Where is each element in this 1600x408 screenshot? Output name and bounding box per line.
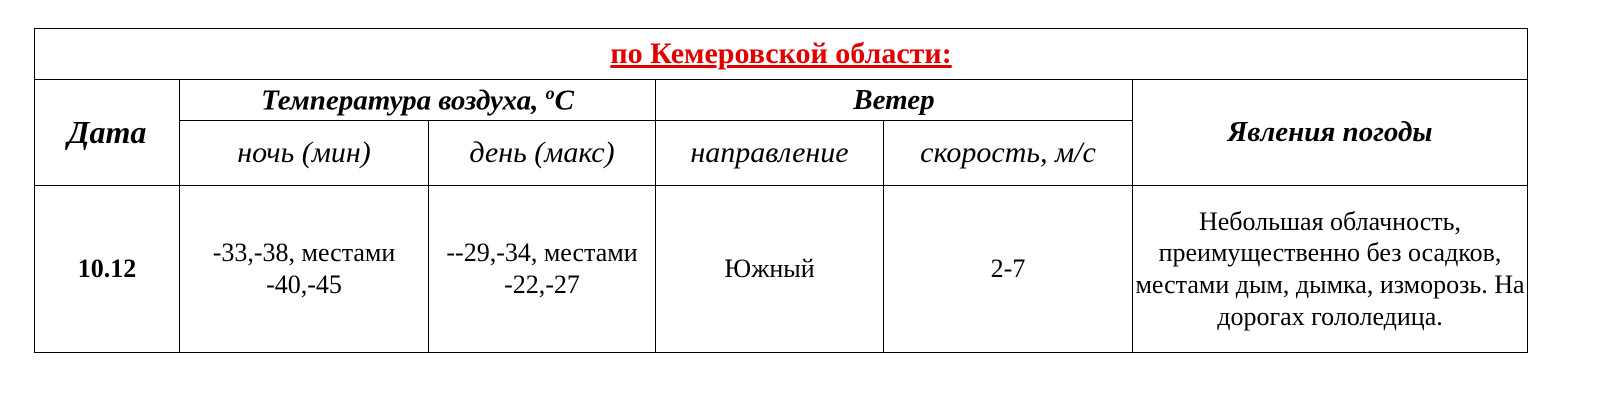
header-temperature-unit: C — [554, 84, 574, 117]
header-phenomena: Явления погоды — [1133, 80, 1528, 186]
header-speed: скорость, м/с — [884, 121, 1133, 186]
cell-phenomena: Небольшая облачность, преимущественно без осадков, местами дым, дымка, изморозь. На дорогах гололедица. — [1133, 186, 1528, 353]
title-cell — [35, 29, 1528, 80]
header-row-1 — [35, 80, 1528, 121]
header-wind: Ветер — [656, 80, 1133, 121]
table-title: по Кемеровской области: — [610, 37, 952, 70]
cell-day: --29,-34, местами -22,-27 — [429, 186, 656, 353]
degree-mark: o — [545, 82, 555, 103]
header-temperature-label: Температура воздуха, — [261, 84, 546, 117]
title-row — [35, 29, 1528, 80]
cell-night: -33,-38, местами -40,-45 — [180, 186, 429, 353]
cell-date: 10.12 — [35, 186, 180, 353]
header-direction: направление — [656, 121, 884, 186]
header-date: Дата — [35, 80, 180, 186]
weather-forecast-table — [34, 28, 1528, 353]
header-temperature — [180, 80, 656, 121]
cell-speed: 2-7 — [884, 186, 1133, 353]
cell-direction: Южный — [656, 186, 884, 353]
table-row — [35, 186, 1528, 353]
header-night: ночь (мин) — [180, 121, 429, 186]
header-day: день (макс) — [429, 121, 656, 186]
